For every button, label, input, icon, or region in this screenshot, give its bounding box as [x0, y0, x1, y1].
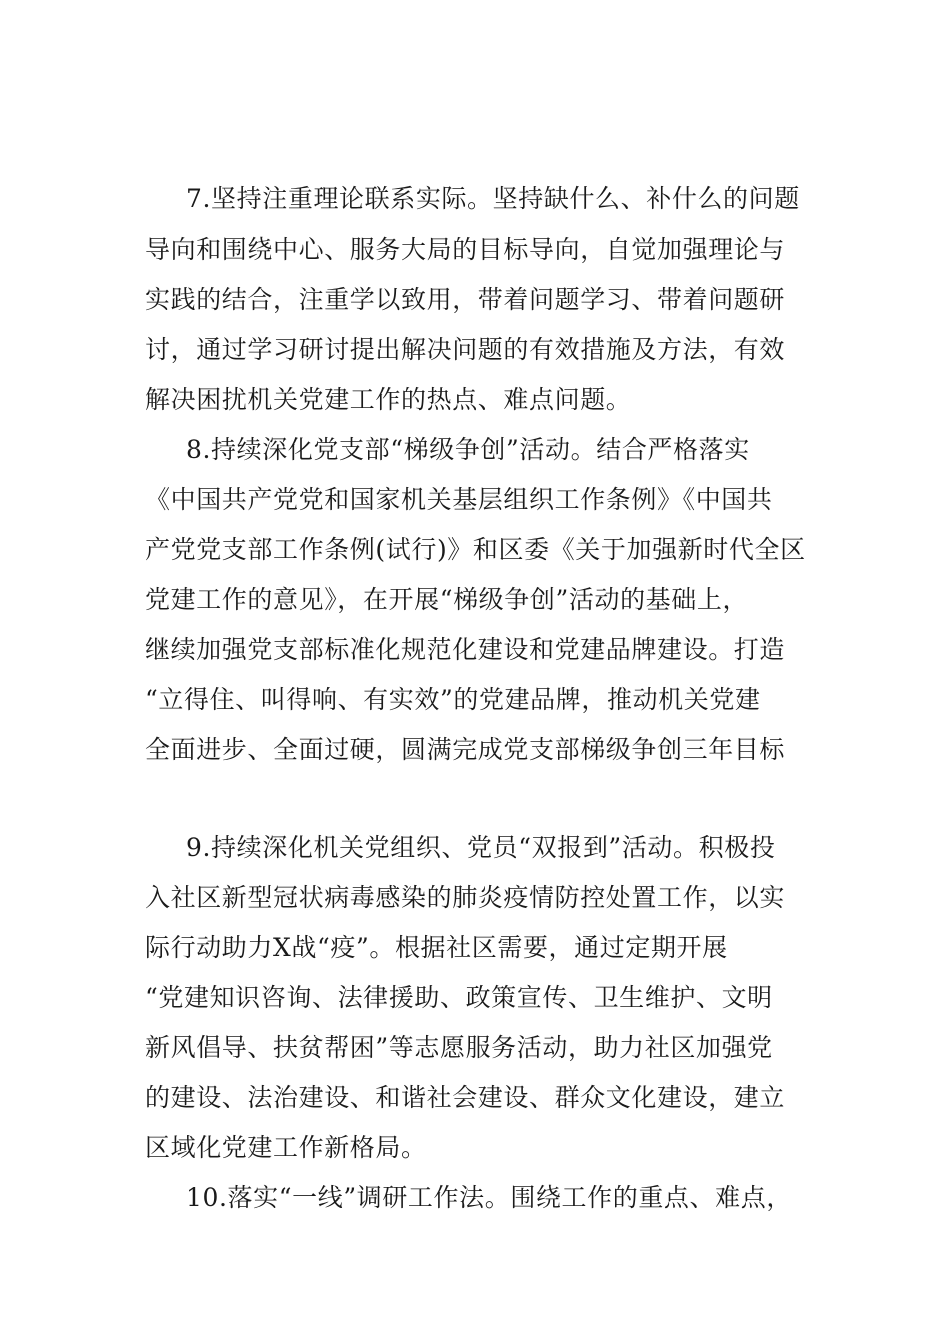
paragraph-7-line-3: 实践的结合，注重学以致用，带着问题学习、带着问题研: [145, 285, 786, 314]
paragraph-9-line-5: 新风倡导、扶贫帮困”等志愿服务活动，助力社区加强党: [145, 1033, 773, 1062]
paragraph-8-line-2: 《中国共产党党和国家机关基层组织工作条例》《中国共: [145, 485, 773, 514]
paragraph-9-line-4: “党建知识咨询、法律援助、政策宣传、卫生维护、文明: [145, 983, 773, 1012]
paragraph-9-line-6: 的建设、法治建设、和谐社会建设、群众文化建设，建立: [145, 1083, 786, 1112]
paragraph-9-line-2: 入社区新型冠状病毒感染的肺炎疫情防控处置工作，以实: [145, 883, 786, 912]
paragraph-7-line-1: 7.坚持注重理论联系实际。坚持缺什么、补什么的问题: [186, 184, 800, 213]
paragraph-8-line-7: 全面进步、全面过硬，圆满完成党支部梯级争创三年目标: [145, 735, 786, 764]
paragraph-7-line-2: 导向和围绕中心、服务大局的目标导向，自觉加强理论与: [145, 235, 786, 264]
paragraph-8-line-6: “立得住、叫得响、有实效”的党建品牌，推动机关党建: [145, 685, 761, 714]
paragraph-8-line-1: 8.持续深化党支部“梯级争创”活动。结合严格落实: [186, 435, 750, 464]
paragraph-9-line-1: 9.持续深化机关党组织、党员“双报到”活动。积极投: [186, 833, 776, 862]
paragraph-9-line-7: 区域化党建工作新格局。: [145, 1133, 427, 1162]
paragraph-7-line-5: 解决困扰机关党建工作的热点、难点问题。: [145, 385, 632, 414]
paragraph-8-line-4: 党建工作的意见》，在开展“梯级争创”活动的基础上，: [145, 585, 749, 614]
paragraph-10-line-1: 10.落实“一线”调研工作法。围绕工作的重点、难点，: [186, 1183, 792, 1212]
paragraph-7-line-4: 讨，通过学习研讨提出解决问题的有效措施及方法，有效: [145, 335, 786, 364]
paragraph-8-line-5: 继续加强党支部标准化规范化建设和党建品牌建设。打造: [145, 635, 786, 664]
paragraph-8-line-3: 产党党支部工作条例(试行)》和区委《关于加强新时代全区: [145, 535, 806, 564]
paragraph-9-line-3: 际行动助力X战“疫”。根据社区需要，通过定期开展: [145, 933, 728, 962]
